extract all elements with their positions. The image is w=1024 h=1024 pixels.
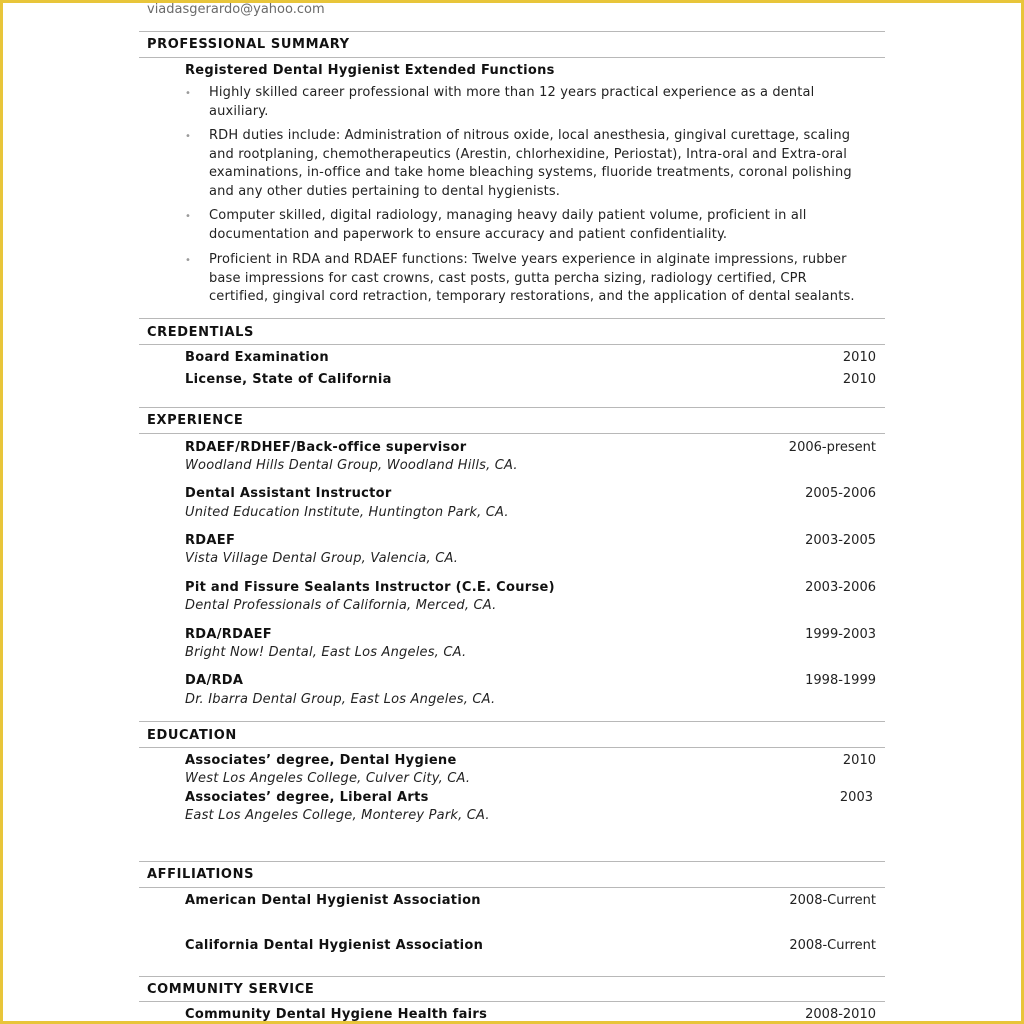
bullet-icon: • xyxy=(185,255,191,266)
section-heading-community: COMMUNITY SERVICE xyxy=(147,982,315,997)
credential-date: 2010 xyxy=(842,350,876,365)
affiliation-date: 2008-Current xyxy=(789,938,876,953)
section-heading-experience: EXPERIENCE xyxy=(147,413,244,428)
degree-date: 2003 xyxy=(839,790,873,805)
job-employer: Woodland Hills Dental Group, Woodland Hills, CA. xyxy=(185,458,518,473)
job-employer: Dr. Ibarra Dental Group, East Los Angeles, CA. xyxy=(185,692,496,707)
section-rule xyxy=(139,1001,885,1002)
section-rule xyxy=(139,721,885,722)
section-rule xyxy=(139,318,885,319)
job-title: DA/RDA xyxy=(185,673,244,688)
section-heading-summary: PROFESSIONAL SUMMARY xyxy=(147,37,350,52)
summary-bullet-text: RDH duties include: Administration of nitrous oxide, local anesthesia, gingival curettage, scaling and rootplaning, chemotherapeutics (Arestin, chlorhexidine, Periostat), Intra-oral and Extra-oral examinations, in-office and take home bleaching systems, fluoride treatments, coronal polishing and any other duties pertaining to dental hygienists. xyxy=(209,128,852,199)
job-employer: Vista Village Dental Group, Valencia, CA. xyxy=(185,551,459,566)
section-rule xyxy=(139,433,885,434)
email-address: viadasgerardo@yahoo.com xyxy=(147,2,325,17)
job-employer: Bright Now! Dental, East Los Angeles, CA. xyxy=(185,645,467,660)
summary-title: Registered Dental Hygienist Extended Functions xyxy=(185,63,555,78)
job-date: 2003-2006 xyxy=(805,580,876,595)
job-date: 2005-2006 xyxy=(805,486,876,501)
affiliation-title: American Dental Hygienist Association xyxy=(185,893,481,908)
section-rule xyxy=(139,31,885,32)
community-title: Community Dental Hygiene Health fairs xyxy=(185,1007,488,1022)
bullet-icon: • xyxy=(185,88,191,99)
summary-bullet-text: Highly skilled career professional with more than 12 years practical experience as a dental auxiliary. xyxy=(209,85,815,119)
affiliation-date: 2008-Current xyxy=(789,893,876,908)
degree-title: Associates’ degree, Liberal Arts xyxy=(185,790,429,805)
affiliation-title: California Dental Hygienist Association xyxy=(185,938,484,953)
degree-school: West Los Angeles College, Culver City, CA. xyxy=(185,771,471,786)
job-title: RDA/RDAEF xyxy=(185,627,272,642)
summary-bullet-text: Computer skilled, digital radiology, managing heavy daily patient volume, proficient in all documentation and paperwork to ensure accuracy and patient confidentiality. xyxy=(209,208,807,242)
job-date: 1998-1999 xyxy=(805,673,876,688)
job-employer: Dental Professionals of California, Merced, CA. xyxy=(185,598,497,613)
job-title: RDAEF xyxy=(185,533,236,548)
section-heading-education: EDUCATION xyxy=(147,728,237,743)
section-rule xyxy=(139,407,885,408)
section-rule xyxy=(139,57,885,58)
section-rule xyxy=(139,344,885,345)
job-title: Pit and Fissure Sealants Instructor (C.E. Course) xyxy=(185,580,555,595)
degree-date: 2010 xyxy=(842,753,876,768)
section-heading-credentials: CREDENTIALS xyxy=(147,325,254,340)
job-date: 2006-present xyxy=(788,440,876,455)
community-date: 2008-2010 xyxy=(805,1007,876,1022)
section-rule xyxy=(139,887,885,888)
section-rule xyxy=(139,976,885,977)
credential-title: Board Examination xyxy=(185,350,329,365)
section-rule xyxy=(139,747,885,748)
job-title: RDAEF/RDHEF/Back-office supervisor xyxy=(185,440,467,455)
job-date: 1999-2003 xyxy=(805,627,876,642)
bullet-icon: • xyxy=(185,211,191,222)
section-rule xyxy=(139,861,885,862)
degree-school: East Los Angeles College, Monterey Park, CA. xyxy=(185,808,490,823)
job-date: 2003-2005 xyxy=(805,533,876,548)
summary-bullet-text: Proficient in RDA and RDAEF functions: Twelve years experience in alginate impressions, rubber base impressions for cast crowns, cast posts, gutta percha sizing, radiology certified, CPR certified, gingival cord retraction, temporary restorations, and the application of dental sealants. xyxy=(209,252,855,305)
job-title: Dental Assistant Instructor xyxy=(185,486,392,501)
section-heading-affiliations: AFFILIATIONS xyxy=(147,867,255,882)
bullet-icon: • xyxy=(185,131,191,142)
credential-title: License, State of California xyxy=(185,372,392,387)
job-employer: United Education Institute, Huntington Park, CA. xyxy=(185,505,509,520)
degree-title: Associates’ degree, Dental Hygiene xyxy=(185,753,457,768)
credential-date: 2010 xyxy=(842,372,876,387)
